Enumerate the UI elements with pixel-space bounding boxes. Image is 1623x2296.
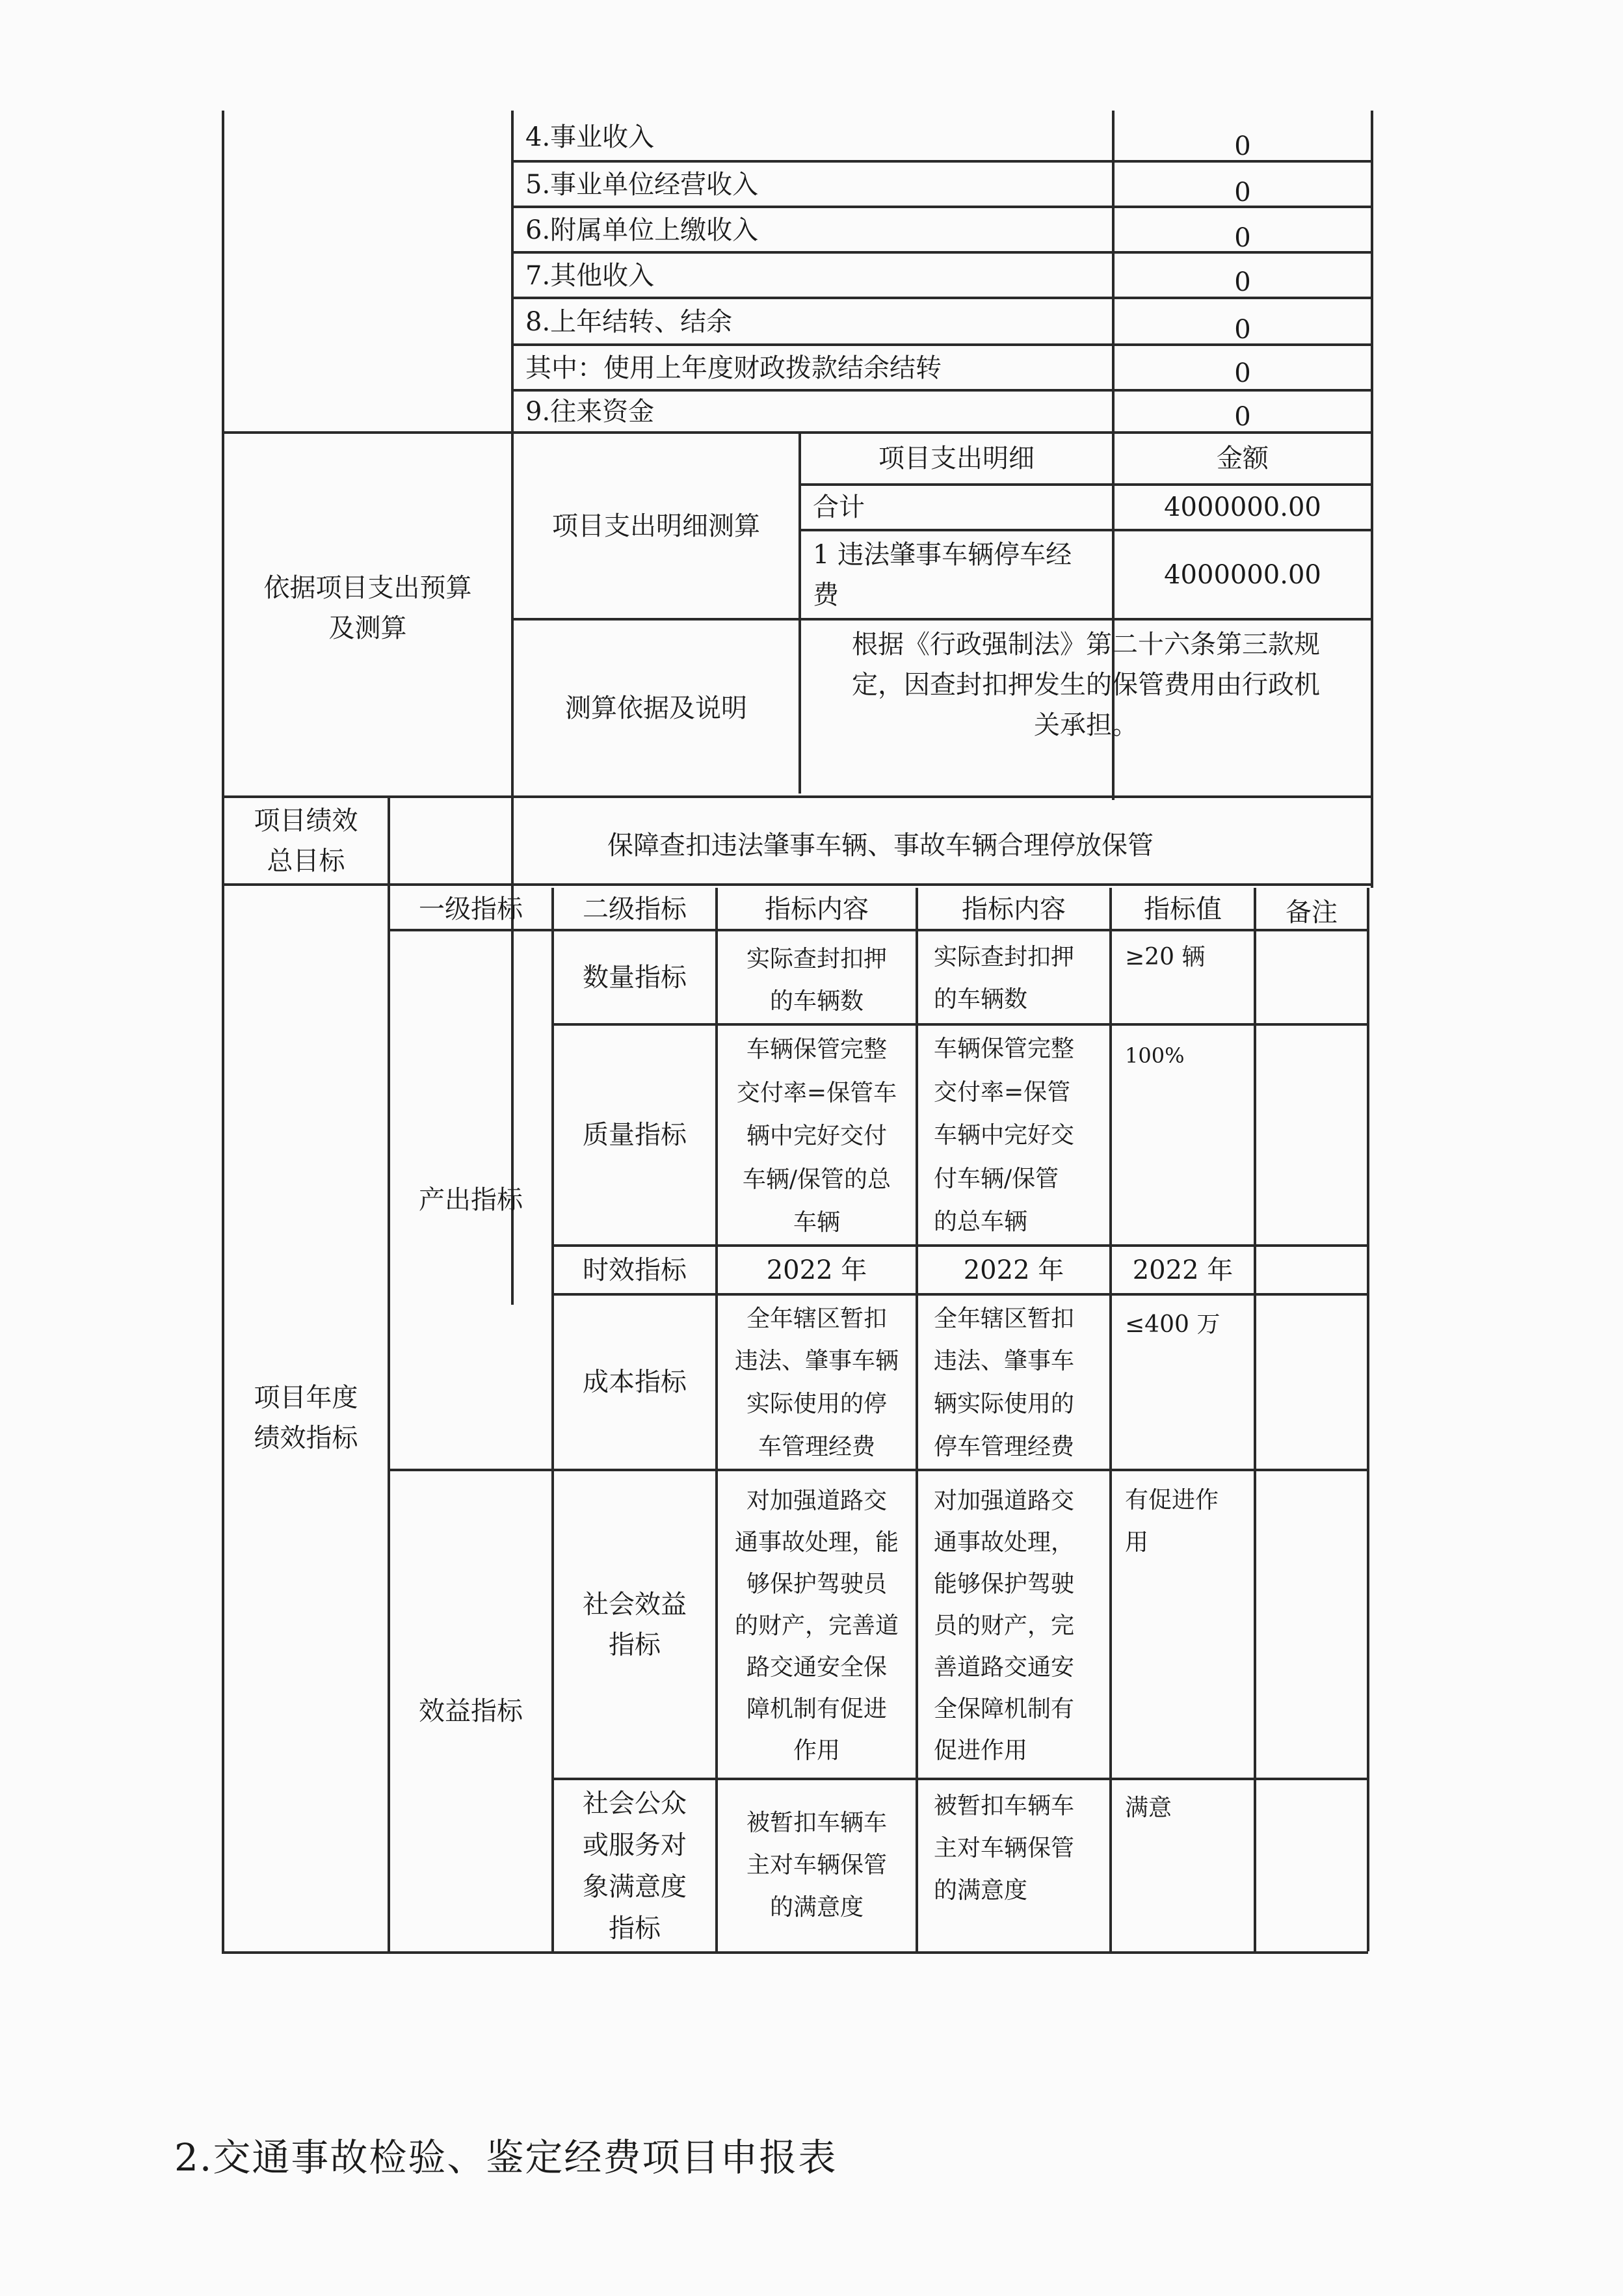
income-row-value: 0 — [1234, 267, 1251, 297]
row-level2: 数量指标 — [583, 962, 687, 993]
row-value: ≥20 辆 — [1125, 944, 1206, 970]
row-note — [1255, 930, 1368, 1024]
row-note — [1255, 1246, 1368, 1294]
total-amount: 4000000.00 — [1164, 492, 1321, 522]
income-row-value: 0 — [1234, 401, 1251, 432]
row-content-2: 全年辖区暂扣 违法、肇事车 辆实际使用的 停车管理经费 — [934, 1305, 1075, 1460]
item-label: 1 违法肇事车辆停车经 费 — [813, 539, 1072, 610]
row-content-2: 实际查封扣押 的车辆数 — [934, 944, 1075, 1013]
indicator-section-label: 项目年度 绩效指标 — [254, 1383, 358, 1453]
income-row-label: 8.上年结转、结余 — [525, 307, 733, 337]
row-content-1: 实际查封扣押 的车辆数 — [746, 945, 887, 1015]
row-level2: 社会公众 或服务对 象满意度 指标 — [583, 1788, 687, 1943]
col-amount-header: 金额 — [1217, 444, 1269, 474]
row-content-2: 车辆保管完整 交付率=保管 车辆中完好交 付车辆/保管 的总车辆 — [934, 1035, 1075, 1236]
budget-section-label: 依据项目支出预算 及测算 — [263, 573, 472, 643]
row-content-1: 被暂扣车辆车 主对车辆保管 的满意度 — [746, 1809, 887, 1921]
row-content-1: 2022 年 — [766, 1255, 867, 1285]
output-indicator-label: 产出指标 — [419, 1185, 523, 1215]
income-row-value: 0 — [1234, 178, 1251, 207]
row-level2: 质量指标 — [583, 1120, 687, 1150]
row-content-1: 对加强道路交 通事故处理，能 够保护驾驶员 的财产，完善道 路交通安全保 障机制有促进 作用 — [734, 1487, 899, 1765]
overall-goal-text: 保障查扣违法肇事车辆、事故车辆合理停放保管 — [607, 831, 1154, 861]
basis-label: 测算依据及说明 — [565, 693, 747, 723]
row-note — [1255, 1294, 1368, 1470]
row-level2: 时效指标 — [583, 1255, 687, 1285]
total-label: 合计 — [813, 492, 865, 522]
header-content-1: 指标内容 — [765, 894, 869, 924]
income-row-label: 5.事业单位经营收入 — [525, 170, 759, 200]
detail-calc-label: 项目支出明细测算 — [552, 511, 760, 541]
next-section-heading: 2.交通事故检验、鉴定经费项目申报表 — [174, 2135, 838, 2180]
row-content-1: 全年辖区暂扣 违法、肇事车辆 实际使用的停 车管理经费 — [734, 1305, 899, 1460]
overall-goal-label: 项目绩效 总目标 — [254, 805, 358, 876]
income-row-value: 0 — [1234, 358, 1251, 388]
row-value: ≤400 万 — [1125, 1311, 1221, 1338]
income-row-label: 4.事业收入 — [525, 122, 655, 152]
row-level2: 社会效益 指标 — [583, 1589, 687, 1660]
income-row-label: 7.其他收入 — [525, 261, 655, 291]
income-row-label: 6.附属单位上缴收入 — [525, 215, 759, 245]
row-level2: 成本指标 — [583, 1367, 687, 1397]
row-note — [1255, 1024, 1368, 1246]
header-note: 备注 — [1286, 897, 1338, 928]
row-value: 有促进作 用 — [1125, 1487, 1219, 1556]
row-value: 100% — [1125, 1043, 1185, 1068]
benefit-indicator-label: 效益指标 — [419, 1696, 523, 1726]
row-note — [1255, 1779, 1368, 1953]
row-note — [1255, 1470, 1368, 1779]
row-content-2: 被暂扣车辆车 主对车辆保管 的满意度 — [934, 1793, 1075, 1904]
header-level2: 二级指标 — [583, 894, 687, 924]
row-content-2: 2022 年 — [963, 1255, 1064, 1285]
income-row-value: 0 — [1234, 315, 1251, 345]
row-content-2: 对加强道路交 通事故处理， 能够保护驾驶 员的财产，完 善道路交通安 全保障机制有 促进作用 — [934, 1487, 1075, 1765]
income-row-value: 0 — [1234, 223, 1251, 253]
income-row-value: 0 — [1234, 131, 1251, 161]
basis-text: 根据《行政强制法》第二十六条第三款规 定，因查封扣押发生的保管费用由行政机 关承担。 — [852, 630, 1320, 740]
income-row-label: 其中：使用上年度财政拨款结余结转 — [525, 353, 942, 383]
header-level1: 一级指标 — [419, 894, 523, 924]
row-value: 满意 — [1125, 1795, 1172, 1821]
col-item-header: 项目支出明细 — [878, 444, 1035, 474]
income-row-label: 9.往来资金 — [525, 396, 655, 427]
header-content-2: 指标内容 — [962, 894, 1066, 924]
row-content-1: 车辆保管完整 交付率=保管车 辆中完好交付 车辆/保管的总 车辆 — [736, 1036, 897, 1236]
header-value: 指标值 — [1144, 894, 1222, 924]
item-amount: 4000000.00 — [1164, 559, 1321, 590]
row-value: 2022 年 — [1132, 1255, 1234, 1285]
